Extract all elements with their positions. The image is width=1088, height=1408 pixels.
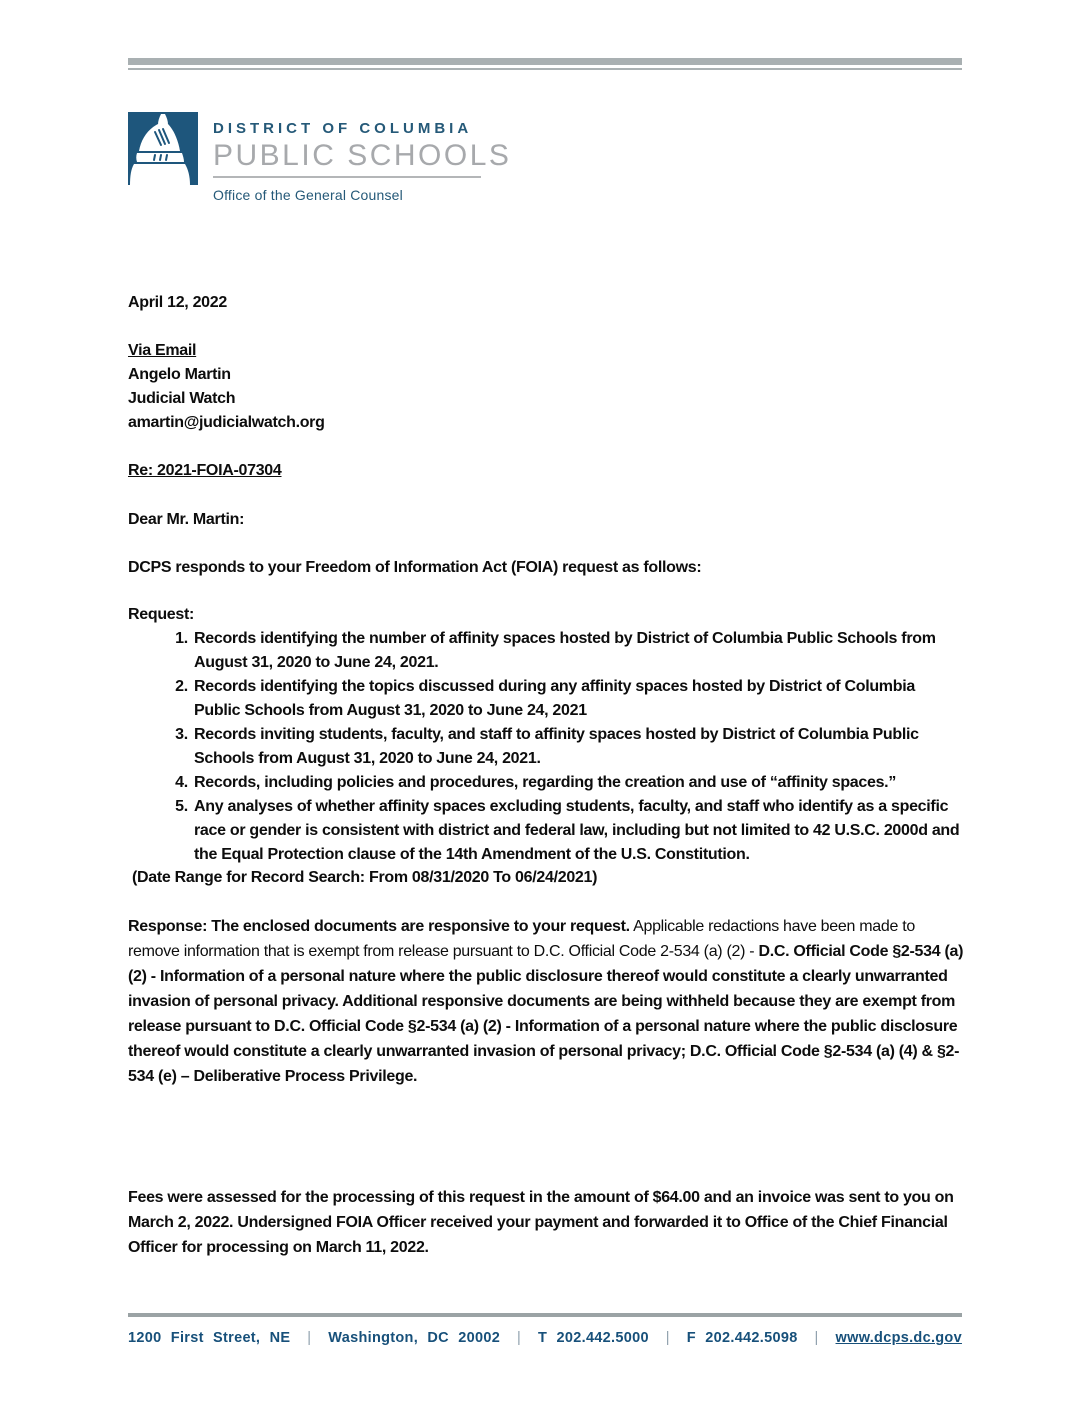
intro-paragraph: DCPS responds to your Freedom of Information Act (FOIA) request as follows: bbox=[128, 559, 702, 576]
footer-phone: T 202.442.5000 bbox=[538, 1330, 649, 1346]
footer bbox=[128, 1330, 962, 1346]
reference-line: Re: 2021-FOIA-07304 bbox=[128, 462, 282, 479]
dcps-logo bbox=[128, 112, 198, 185]
request-item: 5. Any analyses of whether affinity spaces excluding students, faculty, and staff who identify as a specific race or gender is consistent with district and federal law, including but not limited to 42 U.S.C. 2000d and the Equal Protection clause of the 14th Amendment of the U.S. Constitution. bbox=[192, 795, 964, 867]
recipient-block bbox=[128, 339, 964, 435]
wordmark-divider bbox=[213, 176, 481, 178]
footer-fax: F 202.442.5098 bbox=[686, 1330, 798, 1346]
footer-separator: | bbox=[307, 1330, 312, 1346]
request-list-block bbox=[128, 627, 964, 867]
letterhead bbox=[128, 112, 511, 203]
footer-separator: | bbox=[665, 1330, 670, 1346]
office-name: Office of the General Counsel bbox=[213, 187, 403, 203]
recipient-email: amartin@judicialwatch.org bbox=[128, 414, 325, 431]
capitol-dome-icon bbox=[128, 112, 198, 185]
recipient-org: Judicial Watch bbox=[128, 390, 236, 407]
footer-address: 1200 First Street, NE bbox=[128, 1330, 291, 1346]
footer-separator: | bbox=[517, 1330, 522, 1346]
footer-city: Washington, DC 20002 bbox=[328, 1330, 501, 1346]
text-segment: Applicable redactions have been made to remove information that is exempt from release pursuant to D.C. Official Code 2-534 (a) (2) - bbox=[128, 918, 915, 960]
request-list bbox=[128, 627, 964, 867]
top-rule-thick bbox=[128, 58, 962, 65]
wordmark bbox=[213, 112, 511, 203]
text-segment: Response: The enclosed documents are responsive to your request. bbox=[128, 918, 630, 935]
footer-website-link[interactable]: www.dcps.dc.gov bbox=[835, 1330, 962, 1346]
footer-separator: | bbox=[814, 1330, 819, 1346]
date-range-note: (Date Range for Record Search: From 08/31/2020 To 06/24/2021) bbox=[132, 869, 598, 886]
delivery-method: Via Email bbox=[128, 342, 197, 359]
response-paragraph bbox=[128, 914, 964, 1089]
request-item: 4. Records, including policies and procedures, regarding the creation and use of “affinity spaces.” bbox=[192, 771, 964, 795]
request-item: 1. Records identifying the number of affinity spaces hosted by District of Columbia Public Schools from August 31, 2020 to June 24, 2021. bbox=[192, 627, 964, 675]
request-item: 3. Records inviting students, faculty, and staff to affinity spaces hosted by District of Columbia Public Schools from August 31, 2020 to June 24, 2021. bbox=[192, 723, 964, 771]
footer-rule bbox=[128, 1313, 962, 1317]
top-decorative-rule bbox=[128, 58, 962, 70]
fees-paragraph: Fees were assessed for the processing of this request in the amount of $64.00 and an invoice was sent to you on March 2, 2022. Undersigned FOIA Officer received your payment and forwarded it to Office of the Chief Financial Officer for processing on March 11, 2022. bbox=[128, 1189, 954, 1256]
request-item: 2. Records identifying the topics discussed during any affinity spaces hosted by District of Columbia Public Schools from August 31, 2020 to June 24, 2021 bbox=[192, 675, 964, 723]
top-rule-thin bbox=[128, 68, 962, 70]
text-segment: D.C. Official Code §2-534 (a) (2) - Information of a personal nature where the public disclosure thereof would constitute a clearly unwarranted invasion of personal privacy. Additional responsive documents are being withheld because they are exempt from release pursuant to D.C. Official Code §2-534 (a) (2) - Information of a personal nature where the public disclosure thereof would constitute a clearly unwarranted invasion of personal privacy; D.C. Official Code §2-534 (a) (4) & §2-534 (e) – Deliberative Process Privilege. bbox=[128, 943, 964, 1085]
salutation: Dear Mr. Martin: bbox=[128, 511, 245, 528]
request-heading: Request: bbox=[128, 606, 195, 623]
letter-date: April 12, 2022 bbox=[128, 294, 227, 311]
recipient-name: Angelo Martin bbox=[128, 366, 231, 383]
org-name-district: DISTRICT OF COLUMBIA bbox=[213, 120, 473, 137]
org-name-schools: PUBLIC SCHOOLS bbox=[213, 139, 512, 172]
